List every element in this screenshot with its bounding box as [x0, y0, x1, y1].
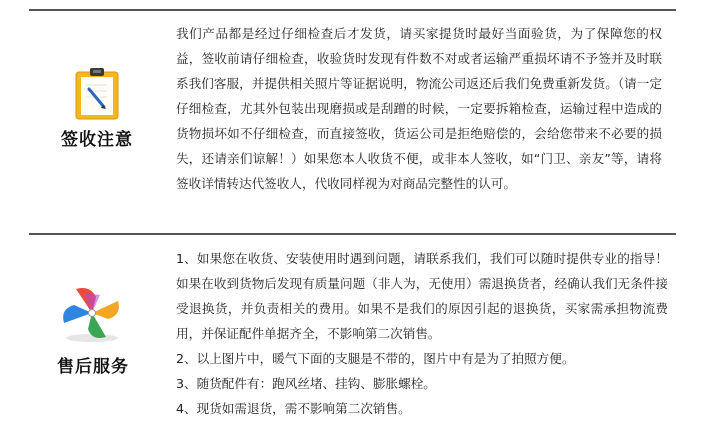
service-item-2: 2、以上图片中，暖气下面的支腿是不带的，图片中有是为了拍照方便。 — [176, 351, 575, 366]
pinwheel-icon — [56, 283, 128, 345]
receipt-title: 签收注意 — [61, 130, 133, 150]
top-divider — [29, 9, 676, 11]
service-list — [176, 246, 668, 421]
clipboard-icon — [74, 67, 120, 121]
middle-divider — [29, 233, 676, 235]
receipt-text: 我们产品都是经过仔细检查后才发货，请买家提货时最好当面验货，为了保障您的权益，签收前请仔细检查，收验货时发现有件数不对或者运输严重损坏请不予签并及时联系我们客服，并提供相关照片等证据说明，物流公司返还后我们免费重新发货。（请一定仔细检查，尤其外包装出现磨损或是刮蹭的时候，一定要拆箱检查，运输过程中造成的货物损坏如不仔细检查，而直接签收，货运公司是拒绝赔偿的，会给您带来不必要的损失，还请亲们谅解！）如果您本人收货不便，或非本人签收，如“门卫、亲友”等，请将签收详情转达代签收人，代收同样视为对商品完整性的认可。 — [176, 26, 662, 191]
service-item-1: 1、如果您在收货、安装使用时遇到问题，请联系我们，我们可以随时提供专业的指导！如果在收到货物后发现有质量问题（非人为，无使用）需退换货者，经确认我们无条件接受退换货，并负责相关的费用。如果不是我们的原因引起的退换货，买家需承担物流费用，并保证配件单据齐全，不影响第二次销售。 — [176, 251, 668, 341]
service-title: 售后服务 — [57, 357, 129, 377]
service-item-4: 4、现货如需退货，需不影响第二次销售。 — [176, 401, 411, 416]
service-item-3: 3、随货配件有：跑风丝堵、挂钩、膨胀螺栓。 — [176, 376, 436, 391]
